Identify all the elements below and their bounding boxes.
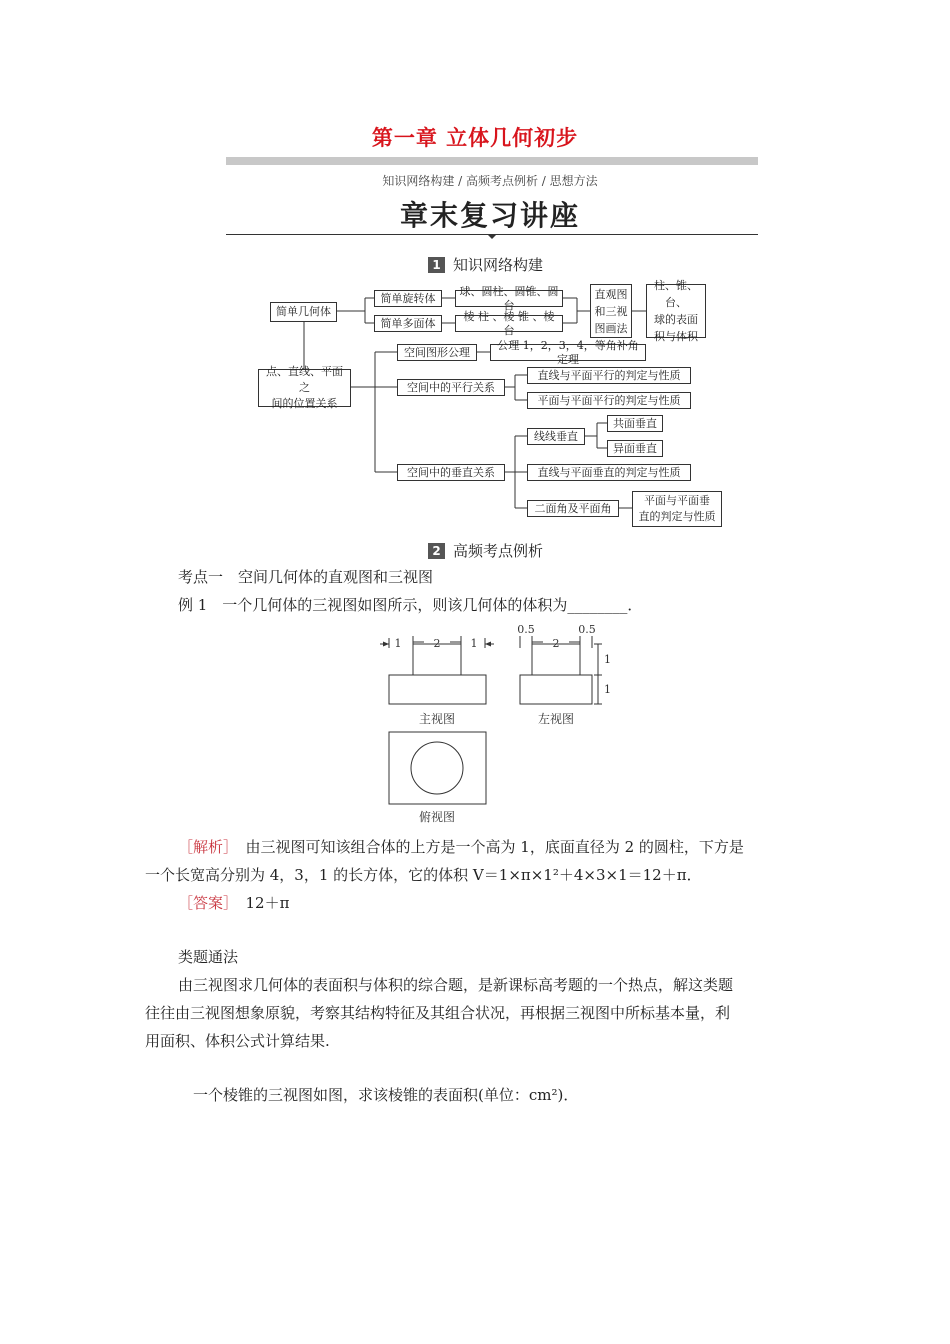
side-dim-mid: 2 bbox=[552, 637, 560, 650]
sub-navigation: 知识网络构建 / 高频考点例析 / 思想方法 bbox=[382, 174, 598, 188]
section-number-badge: 2 bbox=[428, 543, 445, 559]
mindmap-node-perpendicular: 空间中的垂直关系 bbox=[397, 464, 505, 481]
method-paragraph-line-1: 由三视图求几何体的表面积与体积的综合题，是新课标高考题的一个热点，解这类题 bbox=[178, 976, 734, 994]
side-dim-v2: 1 bbox=[604, 683, 611, 696]
mindmap-node-surface-volume: 柱、锥、台、 球的表面 积与体积 bbox=[646, 284, 706, 338]
mindmap-node-rotation-items: 球、圆柱、圆锥、圆台 bbox=[455, 290, 563, 307]
side-view-label: 左视图 bbox=[537, 712, 575, 726]
solution-line-2: 一个长宽高分别为 4，3，1 的长方体，它的体积 V＝1×π×1²＋4×3×1＝12＋π． bbox=[145, 866, 702, 884]
side-view-base bbox=[520, 675, 592, 704]
mindmap-node-positional-relations: 点、直线、平面之 间的位置关系 bbox=[258, 369, 351, 407]
mindmap-node-polyhedron: 简单多面体 bbox=[374, 315, 442, 332]
front-dim-left: 1 bbox=[394, 637, 402, 650]
front-view-base bbox=[389, 675, 486, 704]
answer-line bbox=[178, 888, 289, 918]
section-number-badge: 1 bbox=[428, 257, 445, 273]
solution-tag: ［解析］ bbox=[178, 838, 231, 856]
mindmap-node-parallel-line-plane: 直线与平面平行的判定与性质 bbox=[527, 367, 691, 384]
mindmap-node-polyhedron-items: 棱 柱 、棱 锥 、棱 台 bbox=[455, 315, 563, 332]
section-title: 高频考点例析 bbox=[453, 542, 544, 560]
three-view-figure bbox=[340, 622, 630, 828]
mindmap-node-intuitive-views: 直观图 和三视 图画法 bbox=[590, 284, 632, 338]
mindmap-node-parallel-plane-plane: 平面与平面平行的判定与性质 bbox=[527, 392, 691, 409]
answer-tag: ［答案］ bbox=[178, 894, 231, 912]
mindmap-node-line-plane-perp: 直线与平面垂直的判定与性质 bbox=[527, 464, 691, 481]
mindmap-node-simple-solids: 简单几何体 bbox=[270, 302, 337, 322]
mindmap-node-coplanar: 共面垂直 bbox=[607, 415, 663, 432]
side-dim-v1: 1 bbox=[604, 653, 611, 666]
exercise-question: 一个棱锥的三视图如图，求该棱锥的表面积(单位：cm²)． bbox=[193, 1086, 579, 1104]
mindmap-node-plane-plane-perp: 平面与平面垂 直的判定与性质 bbox=[632, 491, 722, 527]
mindmap-node-dihedral: 二面角及平面角 bbox=[527, 500, 619, 517]
side-dim-left: 0.5 bbox=[517, 623, 535, 636]
mindmap-node-axioms: 空间图形公理 bbox=[397, 344, 477, 361]
section-heading-2 bbox=[428, 540, 543, 561]
main-title: 章末复习讲座 bbox=[399, 199, 580, 232]
chapter-title: 第一章 立体几何初步 bbox=[371, 126, 579, 150]
mindmap-node-axioms-items: 公理 1，2，3，4，等角补角定理 bbox=[490, 344, 646, 361]
method-heading: 类题通法 bbox=[178, 948, 239, 966]
answer-value: 12＋π bbox=[230, 894, 290, 912]
top-view-rect bbox=[389, 732, 486, 804]
method-paragraph-line-3: 用面积、体积公式计算结果. bbox=[145, 1032, 330, 1050]
mindmap-node-rotation: 简单旋转体 bbox=[374, 290, 442, 307]
front-dim-right: 1 bbox=[470, 637, 478, 650]
example-question: 例 1 一个几何体的三视图如图所示，则该几何体的体积为________． bbox=[178, 596, 643, 614]
side-dim-right: 0.5 bbox=[578, 623, 596, 636]
method-paragraph-line-2: 往往由三视图想象原貌，考察其结构特征及其组合状况，再根据三视图中所标基本量，利 bbox=[145, 1004, 731, 1022]
front-view-label: 主视图 bbox=[418, 712, 456, 726]
mindmap-node-parallel: 空间中的平行关系 bbox=[397, 379, 505, 396]
front-dim-mid: 2 bbox=[433, 637, 441, 650]
mindmap-node-line-perp: 线线垂直 bbox=[527, 428, 585, 445]
solution-line-1 bbox=[178, 832, 744, 862]
top-view-label: 俯视图 bbox=[418, 810, 456, 824]
mindmap-node-skew: 异面垂直 bbox=[607, 440, 663, 457]
top-view-circle bbox=[411, 742, 463, 794]
topic-heading: 考点一 空间几何体的直观图和三视图 bbox=[178, 568, 434, 586]
solution-text-1: 由三视图可知该组合体的上方是一个高为 1，底面直径为 2 的圆柱，下方是 bbox=[230, 838, 744, 856]
section-title: 知识网络构建 bbox=[453, 256, 544, 274]
